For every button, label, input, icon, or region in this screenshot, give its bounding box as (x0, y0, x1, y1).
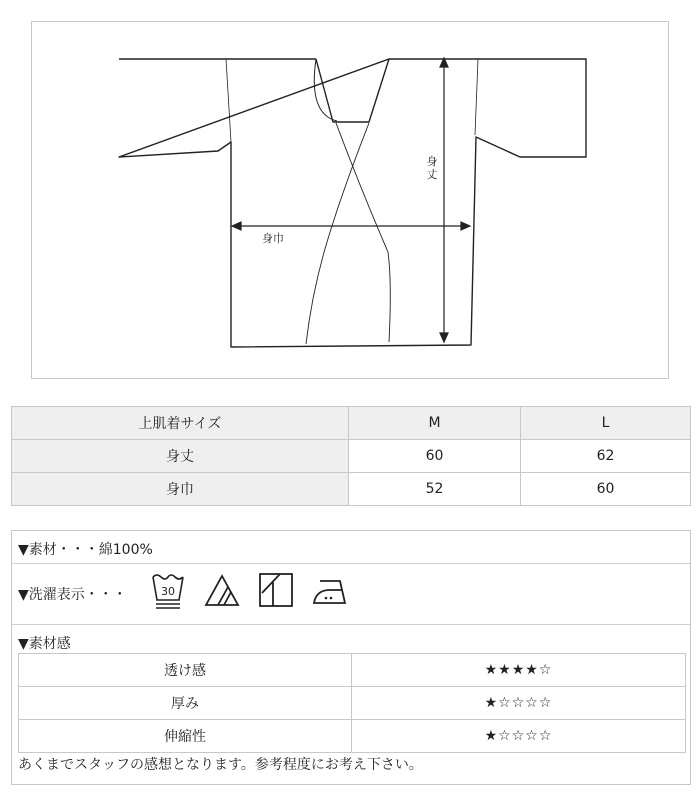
garment-body-outline (119, 59, 586, 347)
wash-30-tub-icon (150, 571, 186, 609)
size-table-header-row (12, 407, 691, 440)
star-rating: ★☆☆☆☆ (352, 720, 686, 753)
width-label: 身巾 (262, 232, 284, 245)
table-row (19, 720, 686, 753)
garment-outline-drawing (32, 22, 670, 380)
feel-label: 伸縮性 (19, 720, 352, 753)
material-info-box (11, 530, 691, 785)
disclaimer-note: あくまでスタッフの感想となります。参考程度にお考え下さい。 (18, 757, 423, 773)
garment-diagram (31, 21, 669, 379)
value-l: 60 (521, 473, 691, 506)
row-label: 身丈 (12, 440, 349, 473)
length-label (426, 155, 438, 181)
size-table-header-item: 上肌着サイズ (12, 407, 349, 440)
star-rating: ★★★★☆ (352, 654, 686, 687)
bleach-triangle-icon (204, 571, 240, 609)
material-line: ▼素材・・・綿100% (18, 542, 153, 558)
value-m: 52 (349, 473, 521, 506)
row-label: 身巾 (12, 473, 349, 506)
wash-temperature: 30 (161, 585, 175, 598)
table-row (12, 473, 691, 506)
laundry-label: ▼洗濯表示・・・ (18, 587, 127, 603)
iron-low-icon (312, 571, 348, 609)
size-table (11, 406, 691, 506)
laundry-icons (150, 571, 348, 609)
feel-heading: ▼素材感 (18, 636, 71, 652)
table-row (19, 687, 686, 720)
material-feel-table (18, 653, 686, 753)
length-label-line2: 丈 (426, 168, 438, 181)
value-l: 62 (521, 440, 691, 473)
size-table-header-m: M (349, 407, 521, 440)
length-dimension-arrow (440, 58, 448, 342)
length-label-line1: 身 (426, 155, 438, 168)
laundry-row (12, 564, 690, 625)
value-m: 60 (349, 440, 521, 473)
table-row (19, 654, 686, 687)
feel-label: 厚み (19, 687, 352, 720)
size-table-header-l: L (521, 407, 691, 440)
width-dimension-arrow (232, 222, 470, 230)
star-rating: ★☆☆☆☆ (352, 687, 686, 720)
material-row (12, 531, 690, 564)
line-dry-icon (258, 571, 294, 609)
table-row (12, 440, 691, 473)
feel-label: 透け感 (19, 654, 352, 687)
